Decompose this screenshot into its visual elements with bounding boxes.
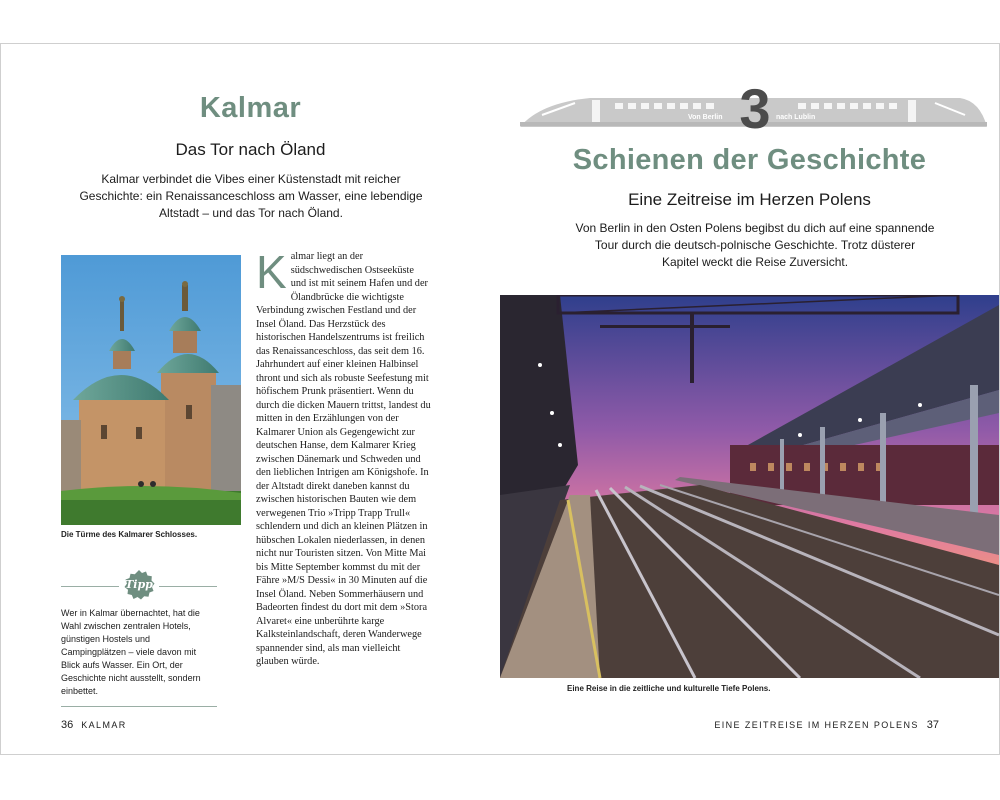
book-spread (0, 43, 1000, 755)
drop-cap: K (256, 246, 287, 298)
running-footer: KALMAR (81, 720, 127, 730)
body-text-block (256, 246, 431, 669)
running-footer: EINE ZEITREISE IM HERZEN POLENS (714, 720, 919, 730)
photo-caption: Eine Reise in die zeitliche und kulturelle Tiefe Polens. (567, 684, 771, 693)
station-image (500, 295, 999, 678)
page-title: Schienen der Geschichte (572, 144, 927, 176)
left-page (1, 44, 500, 754)
page-footer-right (714, 719, 939, 731)
right-page (500, 44, 999, 754)
chapter-number: 3 (739, 77, 771, 140)
page-number: 37 (926, 719, 939, 731)
tip-text: Wer in Kalmar übernachtet, hat die Wahl zwischen zentralen Hotels, günstigen Hostels und Campingplätzen – viele davon mit Blick aufs Wasser. Ein Ort, der Geschichte nicht ausstellt, sondern einbettet. (61, 608, 201, 696)
page-title: Kalmar (199, 92, 302, 124)
castle-image (61, 255, 241, 525)
page-subtitle: Eine Zeitreise im Herzen Polens (628, 190, 871, 209)
route-to: nach Lublin (776, 114, 816, 121)
intro-text: Kalmar verbindet die Vibes einer Küstenstadt mit reicher Geschichte: ein Renaissanceschloss am Wasser, eine lebendige Altstadt – und das Tor nach Öland. (79, 172, 423, 220)
route-from: Von Berlin (688, 114, 723, 121)
tip-header (61, 569, 217, 603)
body-text: almar liegt an der südschwedischen Ostseeküste und ist mit seinem Hafen und der Ölandbrücke die wichtigste Verbindung zwischen Festland und der Insel Öland. Das Herzstück des historischen Handelszentrums ist freilich das Renaissanceschloss, das seit dem 16. Jahrhundert auf einer kleinen Halbinsel thront und sich als robuste Seefestung mit höfischem Prunk präsentiert. Wenn du durch die dicken Mauern trittst, landest du mitten in den Erzählungen von der Kalmarer Union als Gegengewicht zur deutschen Hanse, dem Kalmarer Krieg zwischen Dänemark und Schweden und den lieblichen Intrigen am Königshofe. In der Altstadt direkt daneben kannst du zwischen historischen Bauten wie dem verwegenen Trio »Tripp Trapp Trull« schlendern und dich an kleinen Plätzen in hübschen Lokalen niederlassen, in denen nicht nur Touristen sitzen. Von Mitte Mai bis Mitte September kommst du mit der Fähre »M/S Dessi« in 30 Minuten auf die Insel Öland. Neben Sommerhäusern und Badeorten findest du dort mit dem »Stora Alvaret« eine unberührte karge Kalksteinlandschaft, deren Wanderwege spannender sind, als man vielleicht glauben würde. (256, 251, 431, 667)
station-photo (500, 295, 999, 678)
photo-caption: Die Türme des Kalmarer Schlosses. (61, 530, 198, 539)
intro-text: Von Berlin in den Osten Polens begibst du dich auf eine spannende Tour durch die deutsch-polnische Geschichte. Trotz düsterer Kapitel weckt die Reise Zuversicht. (575, 221, 935, 269)
castle-photo (61, 255, 241, 525)
tip-badge (123, 569, 155, 601)
page-footer-left (61, 719, 127, 731)
divider (61, 586, 119, 587)
tip-badge-label: Tipp (125, 578, 153, 591)
divider (159, 586, 217, 587)
page-number: 36 (61, 719, 74, 731)
tip-box (61, 569, 217, 707)
divider (61, 706, 217, 707)
page-subtitle: Das Tor nach Öland (175, 140, 326, 159)
